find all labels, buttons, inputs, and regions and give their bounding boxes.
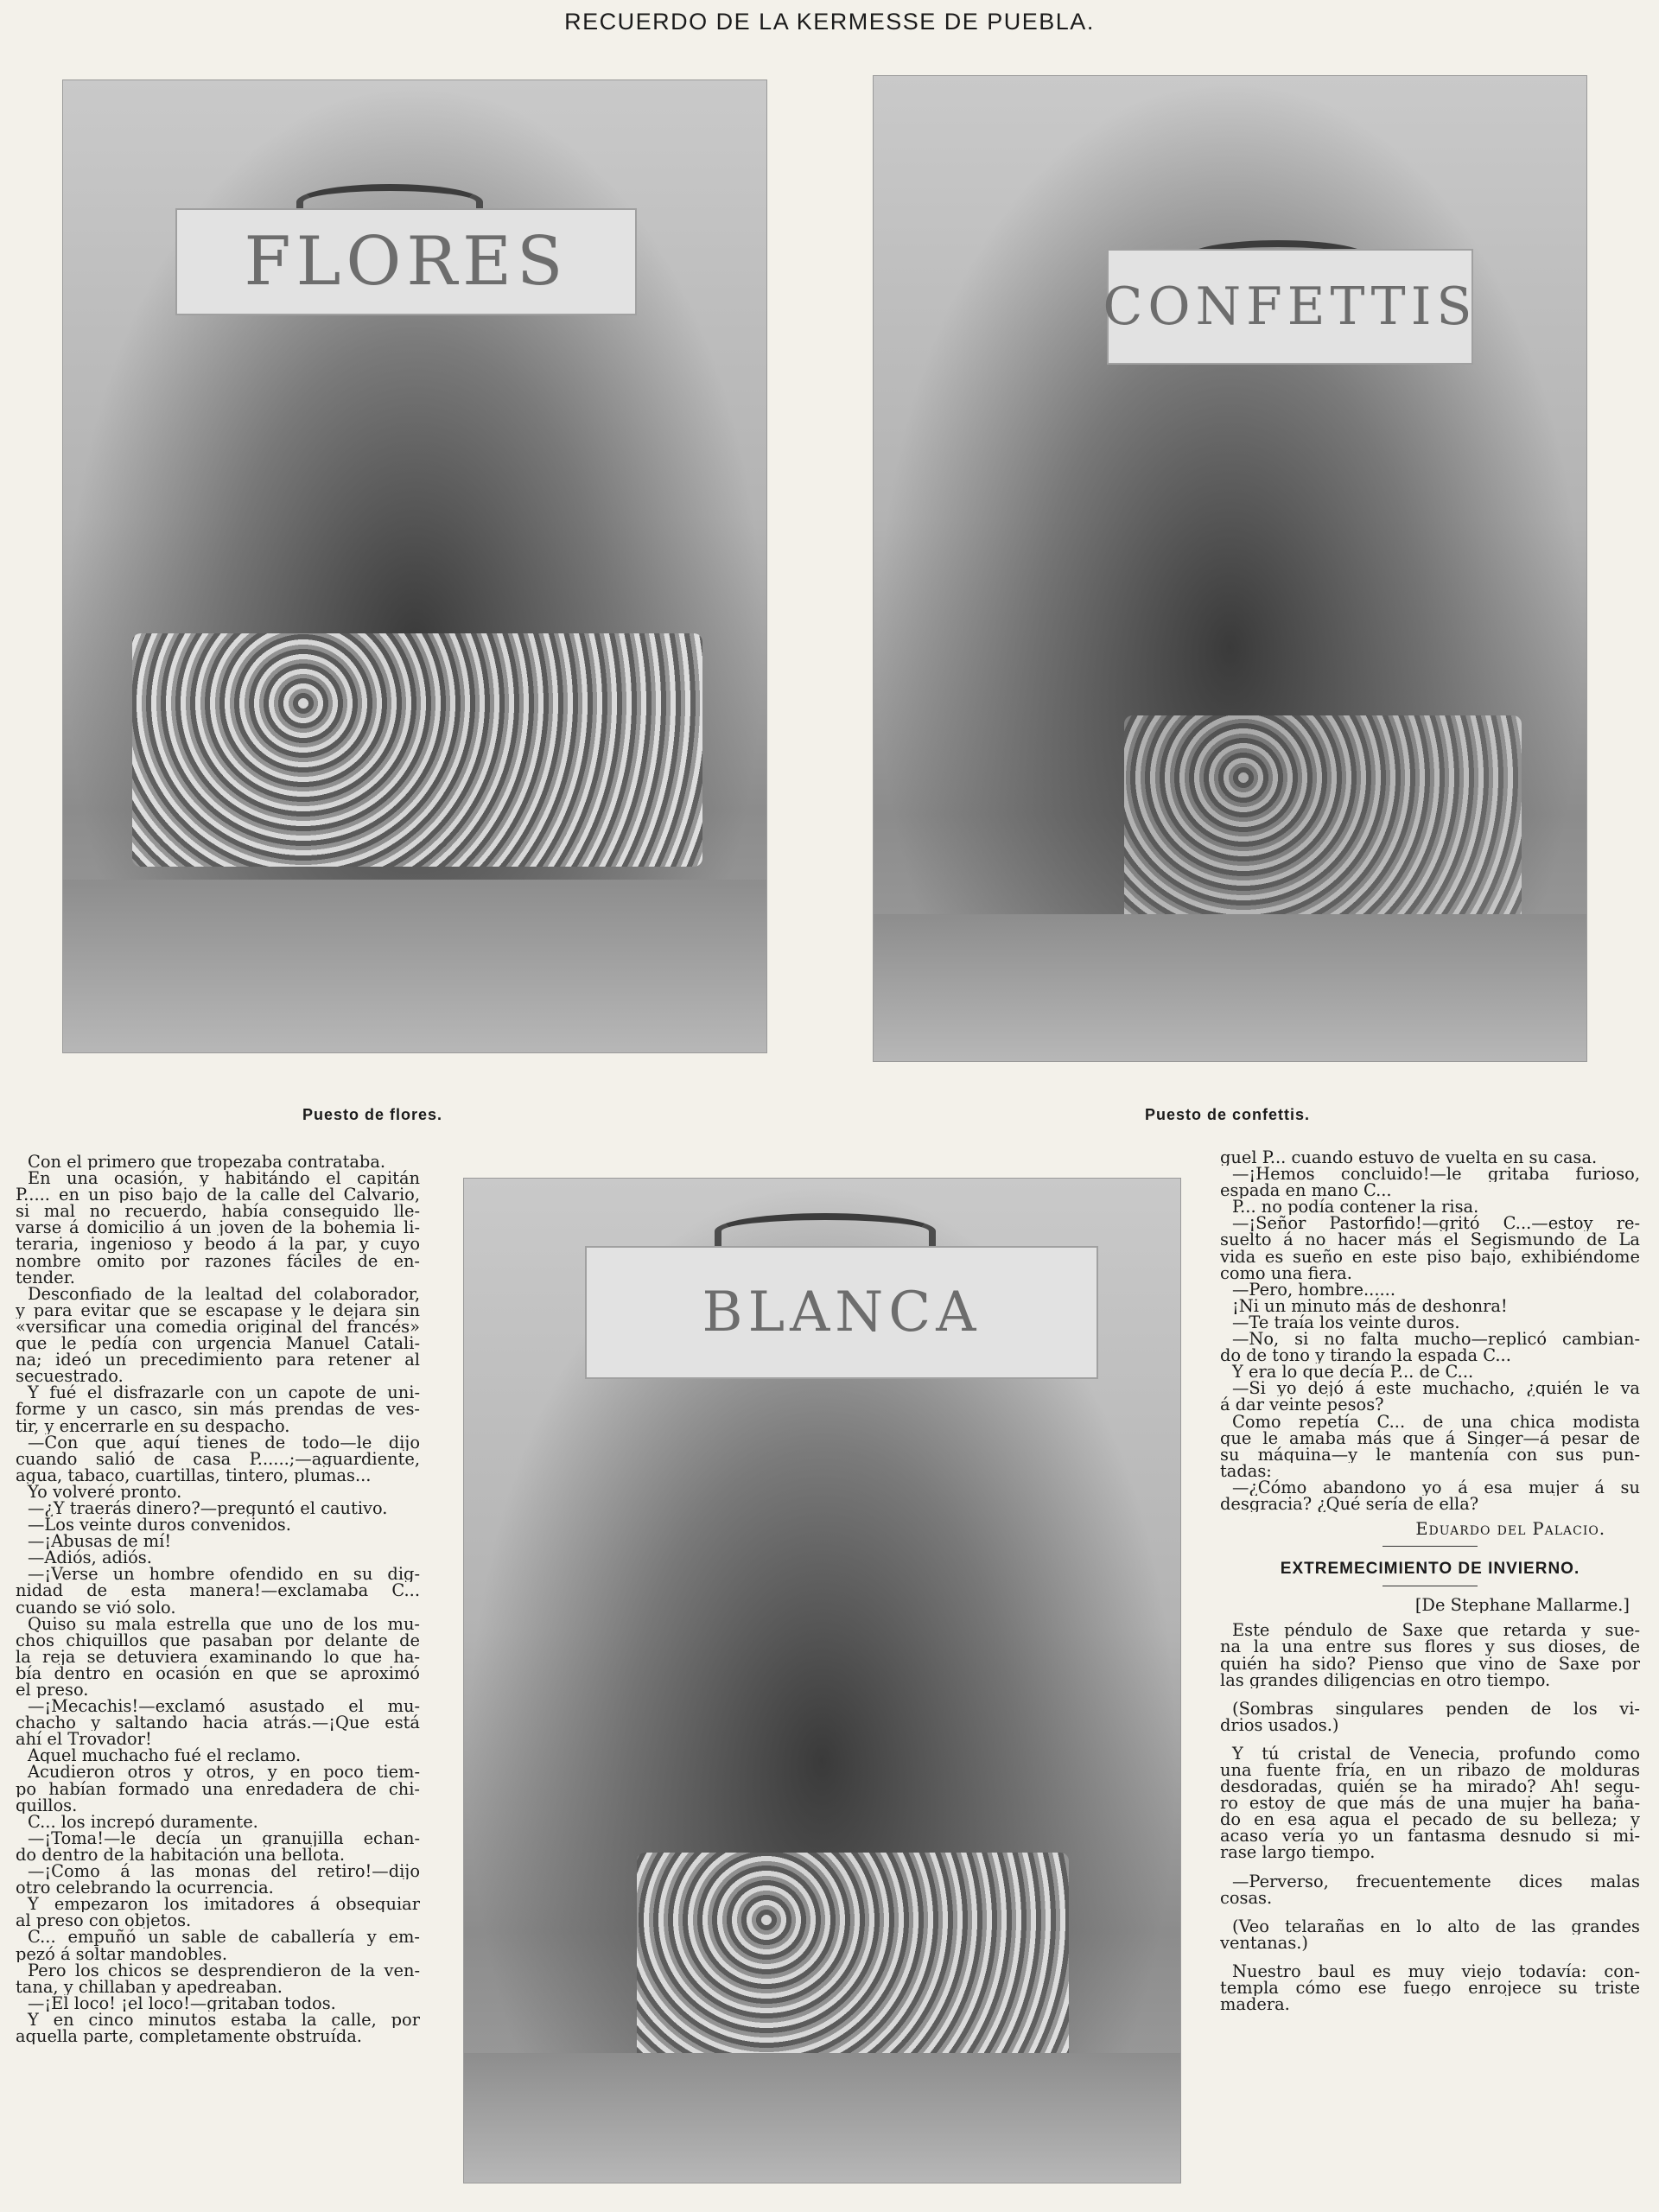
- poem-line: madera.: [1220, 1996, 1290, 2013]
- article-line: tana, y chillaban y apedreaban.: [16, 1978, 283, 1995]
- article-line: nidad de esta manera!—exclamaba C...: [16, 1582, 420, 1599]
- article-line: Y en cinco minutos estaba la calle, por: [28, 2011, 420, 2028]
- article-line: bía dentro en ocasión en que se aproximó: [16, 1664, 420, 1681]
- article-line: —¿Y traerás dinero?—preguntó el cautivo.: [28, 1499, 388, 1517]
- article-line: Como repetía C... de una chica modista: [1232, 1413, 1640, 1430]
- poem-line: ventanas.): [1220, 1934, 1308, 1951]
- poem-line: (Veo telarañas en lo alto de las grandes: [1232, 1917, 1640, 1935]
- article-line: «versificar una comedia original del francés»: [16, 1318, 420, 1336]
- article-line: —Los veinte duros convenidos.: [28, 1516, 291, 1534]
- article-line: chacho y saltando hacia atrás.—¡Que está: [16, 1714, 420, 1732]
- page-title: RECUERDO DE LA KERMESSE DE PUEBLA.: [564, 9, 1095, 35]
- stall-sign-blanca: BLANCA: [585, 1246, 1098, 1379]
- poem-line: las grandes diligencias en otro tiempo.: [1220, 1671, 1551, 1688]
- article-line: cuando salió de casa P......;—aguardiente,: [16, 1450, 420, 1467]
- article-line: ¡Ni un minuto más de deshonra!: [1232, 1297, 1508, 1314]
- article-line: —¡Como á las monas del retiro!—dijo: [28, 1863, 420, 1880]
- photo-blanca-stall: [463, 1178, 1181, 2183]
- poem-line: drios usados.): [1220, 1716, 1339, 1733]
- article-line: suelto á no hacer más el Segismundo de La: [1220, 1231, 1640, 1249]
- poem-line: acaso vería yo un fantasma desnudo si mi-: [1220, 1827, 1640, 1845]
- poem-line: do en esa agua el pecado de su belleza; y: [1220, 1811, 1640, 1828]
- article-line: cuando se vió solo.: [16, 1599, 176, 1616]
- article-line: —¡Toma!—le decía un granujilla echan-: [28, 1829, 420, 1847]
- article-line: guel P... cuando estuvo de vuelta en su casa.: [1220, 1149, 1598, 1166]
- article-line: pezó á soltar mandobles.: [16, 1945, 228, 1962]
- poem-line: cosas.: [1220, 1889, 1273, 1906]
- article-line: Y era lo que decía P... de C...: [1232, 1363, 1474, 1381]
- article-line: —Adiós, adiós.: [28, 1549, 152, 1567]
- article-line: aquella parte, completamente obstruída.: [16, 2027, 362, 2045]
- article-line: —¿Cómo abandono yo á esa mujer á su: [1232, 1478, 1640, 1496]
- poem-line: desdoradas, quién se ha mirado? Ah! segu-: [1220, 1778, 1640, 1796]
- ornament-crest: [715, 1213, 936, 1249]
- poem-attribution: [De Stephane Mallarme.]: [1414, 1597, 1630, 1614]
- article-line: otro celebrando la ocurrencia.: [16, 1879, 274, 1897]
- article-line: agua, tabaco, cuartillas, tintero, plumas...: [16, 1466, 372, 1484]
- article-line: do dentro de la habitación una bellota.: [16, 1846, 346, 1864]
- photo-ground: [63, 880, 766, 1052]
- article-line: nombre omito por razones fáciles de en-: [16, 1252, 420, 1269]
- spacer: [1220, 1906, 1640, 1918]
- left-text-column: [16, 1154, 420, 2044]
- article-line: tir, y encerrarle en su despacho.: [16, 1417, 290, 1434]
- article-line: Pero los chicos se desprendieron de la ven-: [28, 1961, 420, 1979]
- author-signature: Eduardo del Palacio.: [1415, 1521, 1605, 1538]
- article-line: Con el primero que tropezaba contrataba.: [28, 1154, 386, 1171]
- article-line: su máquina—y le mantenía con sus pun-: [1220, 1446, 1640, 1463]
- right-text-column: [1220, 1149, 1640, 2012]
- poem-body: [1220, 1622, 1640, 2012]
- poem-line: na la una entre sus flores y sus dioses, de: [1220, 1638, 1640, 1656]
- caption-flores: Puesto de flores.: [302, 1106, 443, 1123]
- article-line: —Pero, hombre......: [1232, 1281, 1396, 1298]
- article-line: Desconfiado de la lealtad del colaborador,: [28, 1285, 420, 1302]
- article-line: vida es sueño en este piso bajo, exhibiéndome: [1220, 1248, 1640, 1265]
- article-line: —¡Mecachis!—exclamó asustado el mu-: [28, 1698, 420, 1715]
- article-line: que le amaba más que á Singer—á pesar de: [1220, 1429, 1640, 1446]
- spacer: [1220, 1951, 1640, 1963]
- article-line: —¡El loco! ¡el loco!—gritaban todos.: [28, 1994, 336, 2012]
- flower-counter: [132, 633, 702, 867]
- article-line: —¡Señor Pastorfido!—gritó C...—estoy re-: [1232, 1215, 1640, 1232]
- poem-line: Y tú cristal de Venecia, profundo como: [1232, 1745, 1640, 1762]
- article-line: que le pedía con urgencia Manuel Catali-: [16, 1335, 420, 1352]
- stall-sign-confettis: CONFETTIS: [1107, 249, 1473, 365]
- article-line: tadas:: [1220, 1462, 1272, 1479]
- poem-line: Este péndulo de Saxe que retarda y sue-: [1232, 1622, 1640, 1639]
- article-line: —Te traía los veinte duros.: [1232, 1313, 1460, 1332]
- article-line: —No, si no falta mucho—replicó cambian-: [1232, 1331, 1640, 1348]
- article-line: secuestrado.: [16, 1368, 124, 1385]
- poem-line: quién ha sido? Pienso que vino de Saxe por: [1220, 1655, 1640, 1672]
- article-line: Quiso su mala estrella que uno de los mu-: [28, 1615, 420, 1632]
- article-line: forme y un casco, sin más prendas de ves-: [16, 1401, 420, 1418]
- article-line: —Si yo dejó á este muchacho, ¿quién le va: [1232, 1380, 1640, 1397]
- article-line: Y empezaron los imitadores á obsequiar: [28, 1896, 420, 1913]
- article-line: —¡Hemos concluido!—le gritaba furioso,: [1232, 1166, 1640, 1183]
- article-line: tender.: [16, 1268, 75, 1286]
- poem-line: rase largo tiempo.: [1220, 1844, 1376, 1861]
- confetti-counter: [1124, 715, 1522, 923]
- poem-title: EXTREMECIMIENTO DE INVIERNO.: [1280, 1560, 1580, 1578]
- article-line: En una ocasión, y habitándo el capitán: [28, 1170, 420, 1187]
- article-line: como una fiera.: [1220, 1264, 1352, 1281]
- photo-ground: [874, 914, 1586, 1061]
- photo-flower-stall: [62, 79, 767, 1053]
- poem-line: templa cómo ese fuego enrojece su triste: [1220, 1980, 1640, 1997]
- caption-confettis: Puesto de confettis.: [1145, 1106, 1311, 1123]
- poem-line: Nuestro baul es muy viejo todavía: con-: [1232, 1962, 1640, 1980]
- spacer: [1220, 1861, 1640, 1873]
- article-line: al preso con objetos.: [16, 1912, 192, 1929]
- article-line: desgracia? ¿Qué sería de ella?: [1220, 1495, 1479, 1513]
- article-line: si mal no recuerdo, había conseguido lle-: [16, 1203, 420, 1220]
- article-line: ahí el Trovador!: [16, 1731, 152, 1748]
- article-line: á dar veinte pesos?: [1220, 1396, 1384, 1414]
- spacer: [1220, 1733, 1640, 1745]
- article-line: —¡Verse un hombre ofendido en su dig-: [28, 1566, 420, 1583]
- article-line: el preso.: [16, 1681, 89, 1699]
- story-continuation: [1220, 1149, 1640, 1512]
- spacer: [1220, 1613, 1640, 1622]
- article-line: Yo volveré pronto.: [28, 1483, 182, 1500]
- blanca-counter: [637, 1853, 1069, 2077]
- article-line: P... no podía contener la risa.: [1232, 1198, 1479, 1216]
- article-line: —¡Abusas de mí!: [28, 1533, 172, 1550]
- article-line: varse á domicilio á un joven de la bohemia li-: [16, 1219, 420, 1236]
- section-rule: [1382, 1546, 1478, 1547]
- photo-confetti-stall: [873, 75, 1587, 1062]
- poem-line: ro estoy de que más de una mujer ha baña-: [1220, 1795, 1640, 1812]
- article-line: po habían formado una enredadera de chi-: [16, 1780, 420, 1797]
- article-line: do de tono y tirando la espada C...: [1220, 1347, 1511, 1364]
- poem-line: (Sombras singulares penden de los vi-: [1232, 1700, 1640, 1717]
- article-line: espada en mano C...: [1220, 1182, 1392, 1199]
- article-line: C... empuñó un sable de caballería y em-: [28, 1929, 420, 1946]
- stall-sign-flores: FLORES: [175, 208, 637, 315]
- spacer: [1220, 1688, 1640, 1700]
- photo-ground: [464, 2053, 1180, 2183]
- article-line: chos chiquillos que pasaban por delante de: [16, 1631, 420, 1649]
- article-line: Acudieron otros y otros, y en poco tiem-: [28, 1764, 420, 1781]
- article-line: —Con que aquí tienes de todo—le dijo: [28, 1433, 420, 1451]
- poem-line: —Perverso, frecuentemente dices malas: [1232, 1872, 1640, 1890]
- article-line: teraria, ingenioso y beodo á la par, y cuyo: [16, 1236, 420, 1253]
- article-line: C... los increpó duramente.: [28, 1813, 258, 1830]
- article-line: Y fué el disfrazarle con un capote de uni-: [28, 1384, 420, 1402]
- article-line: Aquel muchacho fué el reclamo.: [28, 1747, 302, 1764]
- article-line: quillos.: [16, 1796, 78, 1814]
- article-line: P..... en un piso bajo de la calle del Calvario,: [16, 1186, 420, 1204]
- article-line: na; ideó un precedimiento para retener al: [16, 1351, 420, 1369]
- poem-line: una fuente fría, en un ribazo de molduras: [1220, 1762, 1640, 1779]
- article-line: la reja se detuviera examinando lo que ha-: [16, 1648, 420, 1665]
- article-line: y para evitar que se escapase y le dejara sin: [16, 1301, 420, 1319]
